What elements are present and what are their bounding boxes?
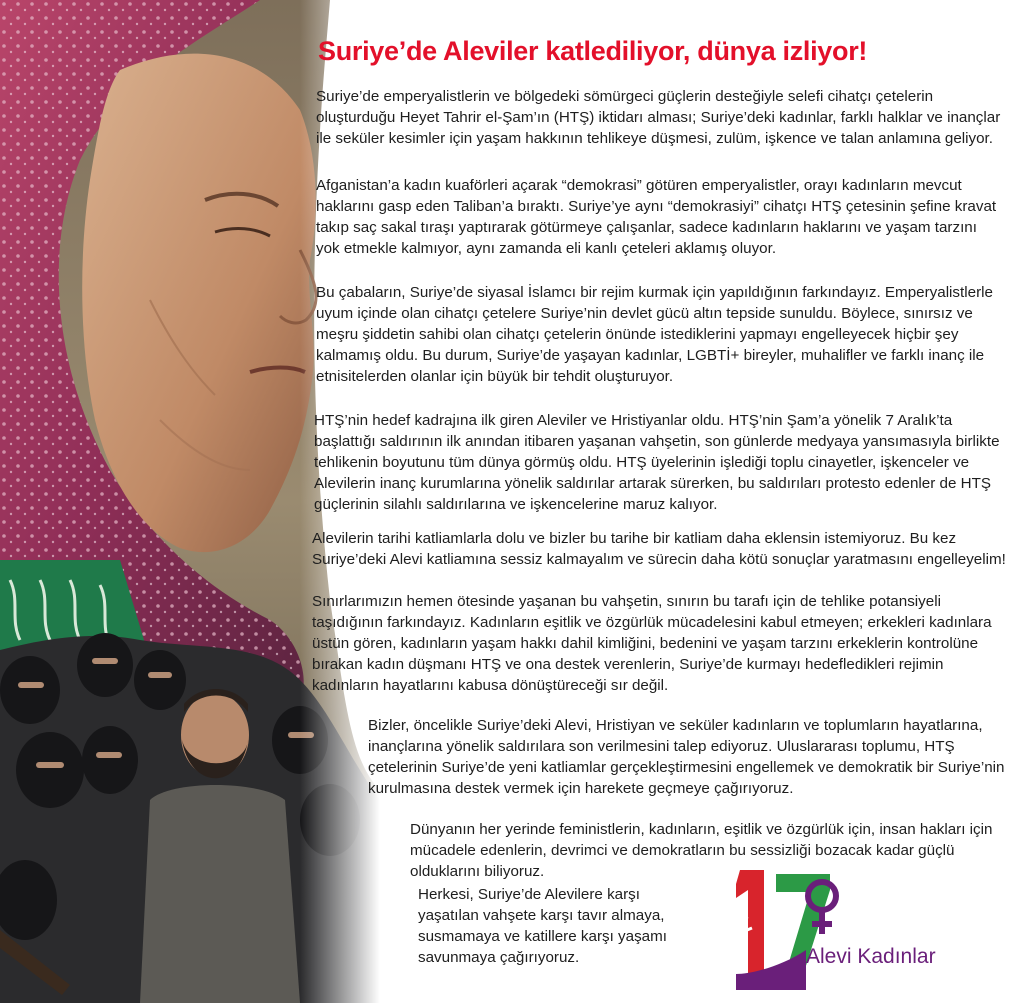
- paragraph-5: Alevilerin tarihi katliamlarla dolu ve bizler bu tarihe bir katliam daha eklensin istemiyoruz. Bu kez Suriye’deki Alevi katliamına sessiz kalmayalım ve sürecin daha kötü sonuçlar yaratmasını engelleyelim!: [312, 530, 1006, 568]
- page-title: Suriye’de Aleviler katlediliyor, dünya izliyor!: [318, 36, 868, 66]
- paragraph-9: Herkesi, Suriye’de Alevilere karşı yaşatılan vahşete karşı tavır almaya, susmamaya ve katillere karşı yaşamı savunmaya çağırıyoruz.: [418, 886, 667, 966]
- paragraph-3: Bu çabaların, Suriye’de siyasal İslamcı bir rejim kurmak için yapıldığının farkındayız. Emperyalistlerle uyum içinde olan cihatçı çetelere Suriye’nin devlet gücü altın tepside sunuldu. Böylece, sınırsız ve meşru şiddetin sahibi olan cihatçı çetelerin önünde istediklerini yapmayı engelleyecek hiçbir şey kalmamış oldu. Bu durum, Suriye’de yaşayan kadınlar, LGBTİ+ bireyler, muhalifler ve farklı inanç ile etnisitelerden olanlar için büyük bir tehdit oluşturuyor.: [316, 284, 993, 385]
- paragraph-7: Bizler, öncelikle Suriye’deki Alevi, Hristiyan ve seküler kadınların ve toplumların hayatlarına, inançlarına yönelik saldırılara son verilmesini talep ediyoruz. Uluslararası toplumu, HTŞ çetelerinin Suriye’de yeni katliamlar gerçekleştirmesini engellemek ve demokratik bir Suriye’nin kurulmasına destek vermek için harekete geçmeye çağırıyoruz.: [368, 717, 1005, 797]
- paragraph-8: Dünyanın her yerinde feministlerin, kadınların, eşitlik ve özgürlük için, insan hakları için mücadele edenlerin, devrimci ve demokratların bu sessizliği bozacak kadar güçlü olduklarını biliyoruz.: [410, 821, 993, 880]
- paragraph-1: Suriye’de emperyalistlerin ve bölgedeki sömürgeci güçlerin desteğiyle selefi cihatçı çetelerin oluşturduğu Heyet Tahrir el-Şam’ın (HTŞ) iktidarı alması; Suriye’deki kadınlar, farklı halklar ve inançlar ile seküler kesimler için yaşam hakkının tehlikeye düşmesi, zulüm, işkence ve talan anlamına geliyor.: [316, 88, 1001, 147]
- paragraph-2: Afganistan’a kadın kuaförleri açarak “demokrasi” götüren emperyalistler, orayı kadınların mevcut haklarını gasp eden Taliban’a bıraktı. Suriye’ye aynı “demokrasiyi” cihatçı HTŞ çetesinin şefine kravat takıp saç sakal tıraşı yaptırarak götürmeye çalışanlar, sadece kadınların haklarını ve yaşam tarzını yok etmekle kalmıyor, aynı zamanda eli kanlı çeteleri aklamış oluyor.: [316, 177, 997, 257]
- logo-text: Alevi Kadınlar: [806, 945, 936, 968]
- logo-17-icon: [722, 862, 952, 992]
- paragraph-4: HTŞ’nin hedef kadrajına ilk giren Aleviler ve Hristiyanlar oldu. HTŞ’nin Şam’a yönelik 7 Aralık’ta başlattığı saldırının ilk anından itibaren yaşanan vahşetin, son günlerde medyaya yansımasıyla birlikte tehlikenin boyutunu tüm dünya görmüş oldu. HTŞ üyelerinin işlediği toplu cinayetler, işkenceler ve Alevilerin inanç kurumlarına yönelik saldırılar artarak sürerken, bu saldırıları protesto edenler de HTŞ güçlerinin silahlı saldırılarına ve işkencelerine maruz kalıyor.: [314, 412, 1000, 513]
- paragraph-6: Sınırlarımızın hemen ötesinde yaşanan bu vahşetin, sınırın bu tarafı için de tehlike potansiyeli taşıdığının farkındayız. Kadınların eşitlik ve özgürlük mücadelesini kabul etmeyen; erkekleri kadınlara üstün gören, kadınların yaşam hakkı dahil kimliğini, bedenini ve yaşam tarzını erkeklerin kontrolüne bırakan kadın düşmanı HTŞ ve ona destek verenlerin, Suriye’de kurmayı hedefledikleri rejimin kadınların hayatlarını kabusa dönüştüreceği sır değil.: [312, 593, 992, 694]
